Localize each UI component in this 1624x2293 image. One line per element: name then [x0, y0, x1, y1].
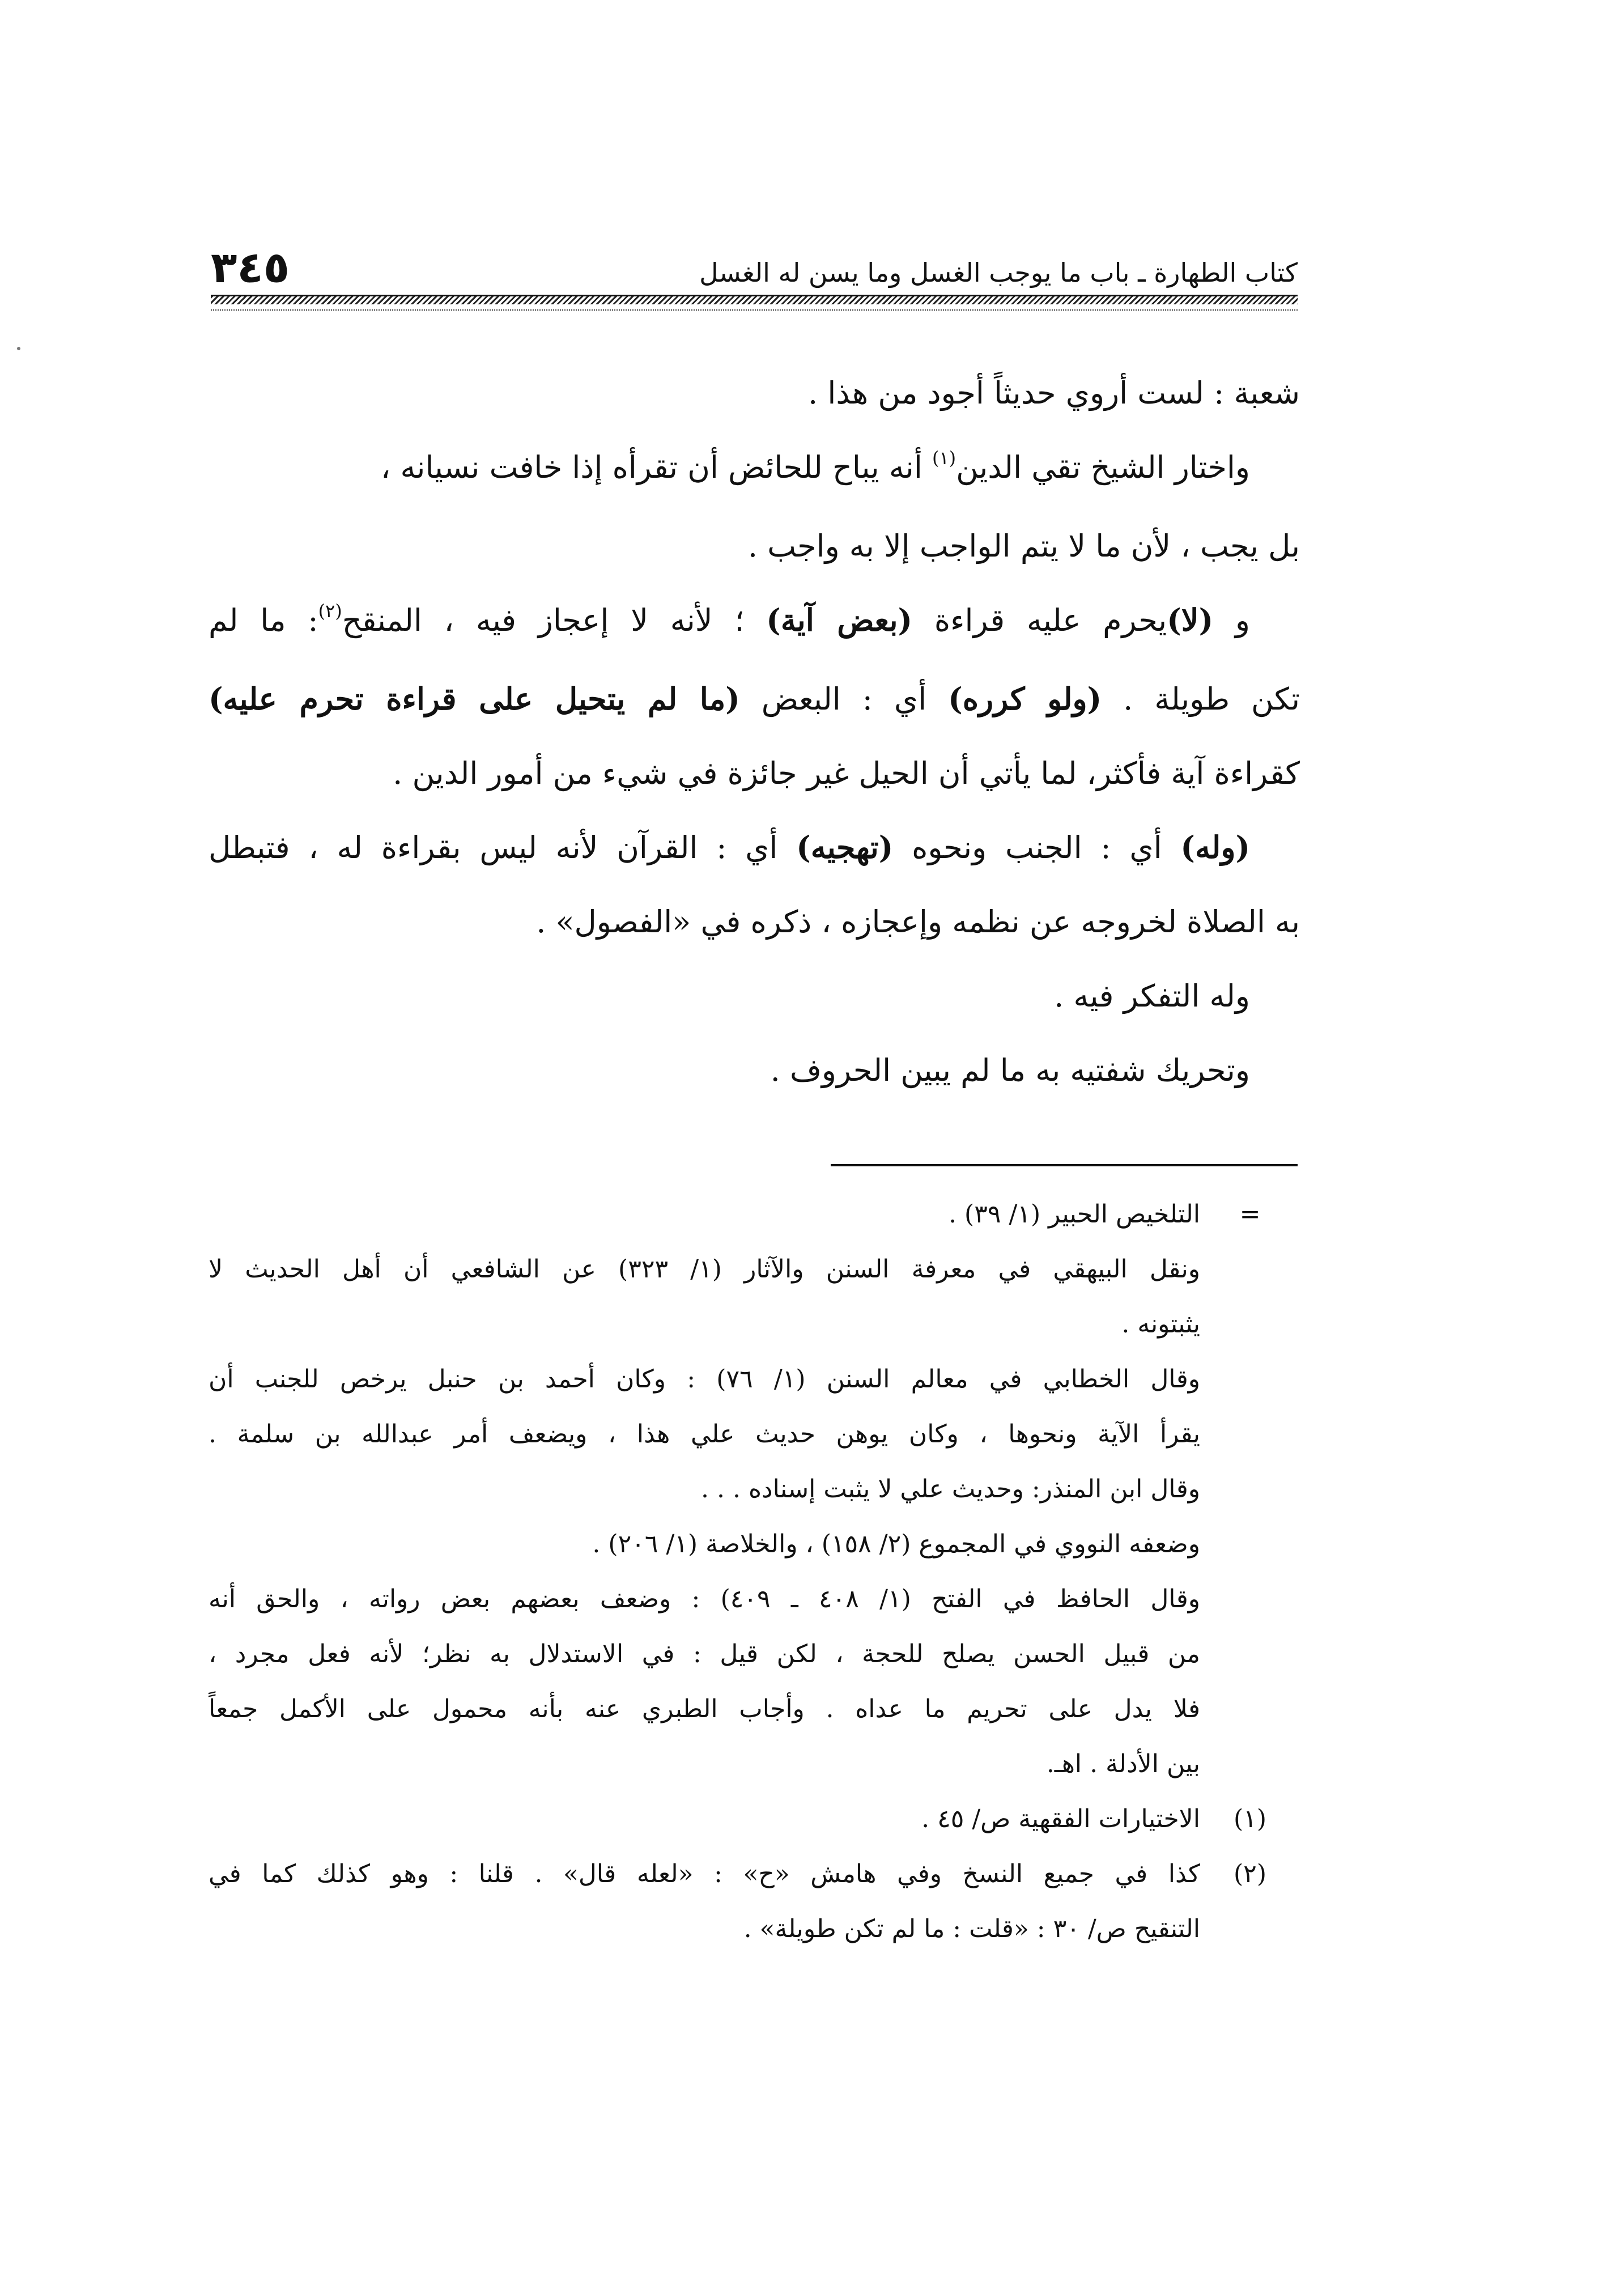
body-text: أي : البعض — [739, 681, 949, 717]
footnote-ref-2: (٢) — [318, 600, 342, 622]
body-text: أنه يباح للحائض أن تقرأه إذا خافت نسيانه ، — [380, 449, 932, 485]
footnote-1 — [209, 1791, 1300, 1846]
body-text: تكن طويلة . — [1102, 681, 1300, 717]
body-text: واختار الشيخ تقي الدين — [956, 449, 1250, 485]
footnote-text — [209, 1187, 1200, 1791]
footnote-line: الاختيارات الفقهية ص/ ٤٥ . — [921, 1804, 1200, 1833]
matn-text: (ما لم يتحيل على قراءة تحرم عليه) — [209, 681, 740, 717]
body-text: يحرم عليه قراءة — [912, 602, 1167, 638]
running-title: كتاب الطهارة ـ باب ما يوجب الغسل وما يسن له الغسل — [699, 257, 1298, 288]
footnote-line: وقال ابن المنذر: وحديث علي لا يثبت إسناده . . . — [701, 1475, 1200, 1504]
matn-text: (تهجيه) — [796, 829, 894, 865]
matn-text: (وله) — [1180, 829, 1250, 865]
body-text: أي : الجنب ونحوه — [893, 830, 1181, 865]
footnote-line: التلخيص الحبير (١/ ٣٩) . — [949, 1200, 1200, 1229]
matn-text: (ولو كرره) — [948, 681, 1102, 717]
matn-text: (بعض آية) — [766, 602, 913, 638]
footnote-line: يثبتونه . — [1121, 1310, 1200, 1339]
footnote-line: كذا في جميع النسخ وفي هامش «ح» : «لعله قال» . قلنا : وهو كذلك كما في — [209, 1859, 1200, 1888]
continuation-marker: = — [1239, 1200, 1261, 1229]
footnote-marker-2: (٢) — [1234, 1859, 1266, 1888]
body-text: أي : القرآن لأنه ليس بقراءة له ، فتبطل — [209, 830, 797, 865]
body-text: ؛ لأنه لا إعجاز فيه ، المنقح — [342, 602, 767, 638]
body-line-6: كقراءة آية فأكثر، لما يأتي أن الحيل غير جائزة في شيء من أمور الدين . — [393, 755, 1300, 791]
body-line-1: شعبة : لست أروي حديثاً أجود من هذا . — [808, 375, 1300, 411]
footnote-text — [209, 1846, 1200, 1956]
body-text: : ما لم — [209, 602, 318, 638]
footnote-line: فلا يدل على تحريم ما عداه . وأجاب الطبري عنه بأنه محمول على الأكمل جمعاً — [209, 1695, 1200, 1723]
body-line-3: بل يجب ، لأن ما لا يتم الواجب إلا به واجب . — [747, 528, 1300, 564]
footnote-line: يقرأ الآية ونحوها ، وكان يوهن حديث علي هذا ، ويضعف أمر عبدالله بن سلمة . — [209, 1420, 1200, 1449]
body-line-10: وتحريك شفتيه به ما لم يبين الحروف . — [770, 1052, 1250, 1088]
footnote-line: وقال الحافظ في الفتح (١/ ٤٠٨ ـ ٤٠٩) : وضعف بعضهم بعض رواته ، والحق أنه — [209, 1585, 1200, 1613]
footnote-line: ونقل البيهقي في معرفة السنن والآثار (١/ ٣٢٣) عن الشافعي أن أهل الحديث لا — [209, 1255, 1200, 1284]
footnote-line: التنقيح ص/ ٣٠ : «قلت : ما لم تكن طويلة» . — [743, 1914, 1200, 1943]
body-line-5 — [209, 662, 1300, 736]
header-rule — [211, 295, 1298, 304]
body-line-8: به الصلاة لخروجه عن نظمه وإعجازه ، ذكره في «الفصول» . — [536, 904, 1300, 940]
footnote-line: من قبيل الحسن يصلح للحجة ، لكن قيل : في الاستدلال به نظر؛ لأنه فعل مجرد ، — [209, 1640, 1200, 1668]
footnote-line: بين الأدلة . اهـ. — [1046, 1750, 1200, 1778]
matn-text: (لا) — [1167, 602, 1214, 638]
footnote-text — [209, 1791, 1200, 1846]
main-text — [209, 356, 1300, 1107]
footnote-marker-1: (١) — [1234, 1804, 1266, 1833]
footnotes — [209, 1187, 1300, 1956]
running-header — [211, 226, 1298, 294]
footnote-2 — [209, 1846, 1300, 1956]
scan-speck — [17, 347, 20, 350]
footnote-separator — [831, 1164, 1298, 1166]
header-rule-dotted — [211, 309, 1298, 311]
body-text: و — [1213, 602, 1251, 638]
footnote-line: وضعفه النووي في المجموع (٢/ ١٥٨) ، والخلاصة (١/ ٢٠٦) . — [592, 1530, 1200, 1559]
footnote-continuation — [209, 1187, 1300, 1791]
body-line-9: وله التفكر فيه . — [1054, 978, 1250, 1014]
body-line-4 — [209, 583, 1300, 662]
footnote-line: وقال الخطابي في معالم السنن (١/ ٧٦) : وكان أحمد بن حنبل يرخص للجنب أن — [209, 1365, 1200, 1394]
footnote-ref-1: (١) — [932, 447, 956, 469]
body-line-7 — [209, 810, 1300, 885]
body-line-2 — [209, 430, 1300, 509]
page-number: ٣٤٥ — [211, 242, 290, 292]
